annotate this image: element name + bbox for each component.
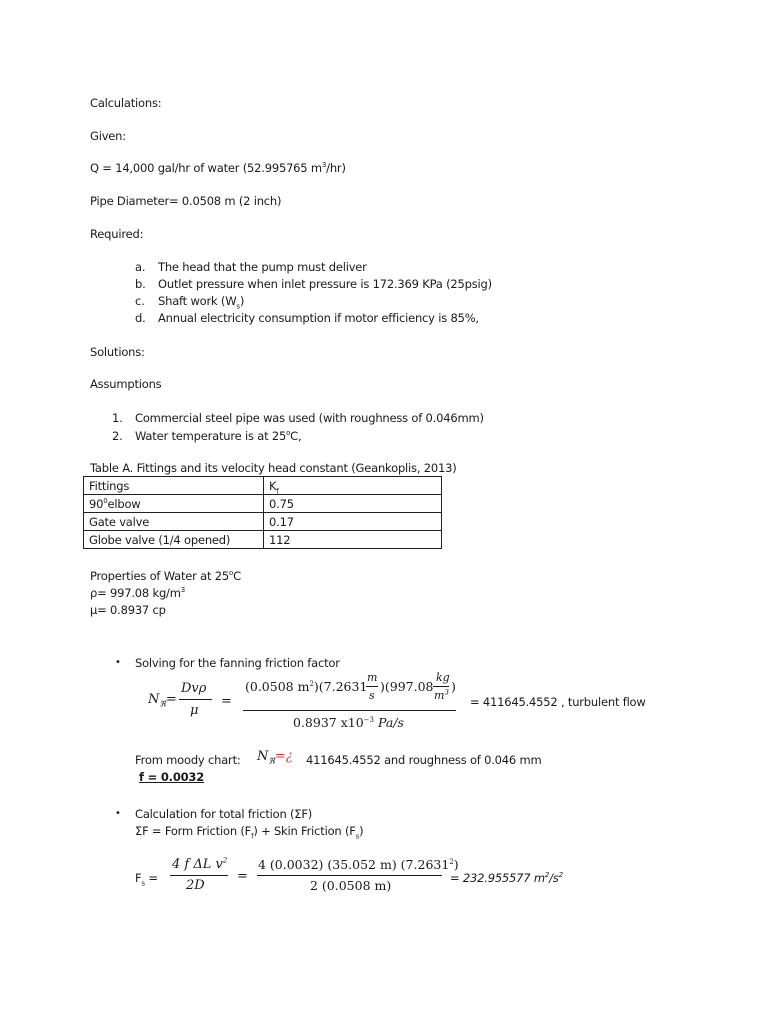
friction-factor-title: Solving for the fanning friction factor	[135, 656, 340, 670]
assumption-marker: 1.	[112, 411, 123, 425]
required-marker: b.	[135, 277, 146, 291]
properties-density: ρ= 997.08 $kg/m^3$	[90, 586, 185, 600]
fraction-bar	[170, 875, 228, 876]
table-cell-fitting: Globe valve (1/4 opened)	[84, 531, 264, 549]
fraction-bar	[366, 686, 378, 687]
table-caption: Table A. Fittings and its velocity head constant (Geankoplis, 2013)	[90, 461, 457, 475]
required-marker: a.	[135, 260, 146, 274]
table-header-cell: Fittings	[84, 477, 264, 495]
assumptions-label: Assumptions	[90, 377, 162, 391]
table-header-row	[84, 477, 442, 495]
unit-kg: kg	[436, 671, 450, 684]
fraction-bar	[433, 686, 449, 687]
fs-label: $F_s$ =	[135, 871, 158, 888]
properties-viscosity: μ= 0.8937 cp	[90, 603, 166, 617]
fraction-bar	[243, 710, 456, 711]
required-label: Required:	[90, 227, 144, 241]
table-row	[84, 495, 442, 513]
nre-denominator: 0.8937 $x10^{-3}$ Pa/s	[293, 715, 404, 730]
required-marker: d.	[135, 311, 146, 325]
assumption-item: Commercial steel pipe was used (with roughness of 0.046mm)	[135, 411, 484, 425]
required-item: Annual electricity consumption if motor efficiency is 85%,	[158, 311, 479, 325]
section-heading: Calculations:	[90, 96, 162, 110]
fs-fraction-numerator: 4 f ΔL $v^2$	[172, 856, 228, 872]
table-cell-value: 0.75	[264, 495, 442, 513]
nre-numerator-density: )(997.08	[380, 679, 434, 694]
unit-s: s	[369, 689, 375, 702]
nre-fraction-denominator: μ	[190, 703, 199, 718]
fittings-table	[83, 476, 442, 549]
moody-label: From moody chart:	[135, 753, 241, 767]
fs-result: = 232.955577 $m^2/s^2$	[450, 871, 563, 885]
table-cell-fitting: $90^0elbow$	[84, 495, 264, 513]
required-item: The head that the pump must deliver	[158, 260, 367, 274]
fs-numerator: 4 (0.0032) (35.052 m) (7.2631$^2$)	[258, 857, 459, 872]
friction-factor-value: f = 0.0032	[139, 770, 205, 784]
equals-sign: =	[221, 694, 232, 709]
table-cell-value: 0.17	[264, 513, 442, 531]
given-flow: Q = 14,000 gal/hr of water (52.995765 $m^3/hr$)	[90, 161, 346, 175]
fraction-bar	[257, 875, 442, 876]
fs-fraction-denominator: 2D	[186, 878, 205, 893]
total-friction-title: Calculation for total friction (ΣF)	[135, 807, 313, 821]
assumption-marker: 2.	[112, 429, 123, 443]
unit-m: m	[367, 671, 378, 684]
nre-result: = 411645.4552 , turbulent flow	[470, 695, 646, 709]
bullet-icon: •	[115, 657, 121, 668]
fs-denominator: 2 (0.0508 m)	[310, 878, 392, 893]
nre-numerator-close: )	[451, 679, 456, 694]
nre-fraction-numerator: Dvρ	[181, 681, 207, 696]
unit-m3: $m^3$	[434, 688, 449, 702]
table-row	[84, 531, 442, 549]
required-marker: c.	[135, 294, 145, 308]
nre-numerator: (0.0508 $m^2)(7.2631$	[245, 679, 368, 694]
fraction-bar	[179, 699, 212, 700]
bullet-icon: •	[115, 808, 121, 819]
moody-nre-symbol: $N_ℜ=¿$	[257, 749, 293, 766]
table-header-cell: $K_f$	[264, 477, 442, 495]
moody-text: 411645.4552 and roughness of 0.046 mm	[306, 753, 542, 767]
nre-symbol: $N_ℜ=$	[148, 692, 177, 709]
solutions-label: Solutions:	[90, 345, 145, 359]
equals-sign: =	[237, 869, 248, 884]
table-row	[84, 513, 442, 531]
given-diameter: Pipe Diameter= 0.0508 m (2 inch)	[90, 194, 282, 208]
required-item: Outlet pressure when inlet pressure is 172.369 KPa (25psig)	[158, 277, 492, 291]
given-label: Given:	[90, 129, 126, 143]
total-friction-equation: ΣF = Form Friction $(F_f)$ + Skin Friction $(F_s)$	[135, 824, 364, 841]
required-item: Shaft work $(W_s)$	[158, 294, 245, 311]
properties-title: Properties of Water at 25$^o$C	[90, 569, 241, 583]
assumption-item: Water temperature is at 25$^o$C,	[135, 429, 302, 443]
table-cell-fitting: Gate valve	[84, 513, 264, 531]
table-cell-value: 112	[264, 531, 442, 549]
